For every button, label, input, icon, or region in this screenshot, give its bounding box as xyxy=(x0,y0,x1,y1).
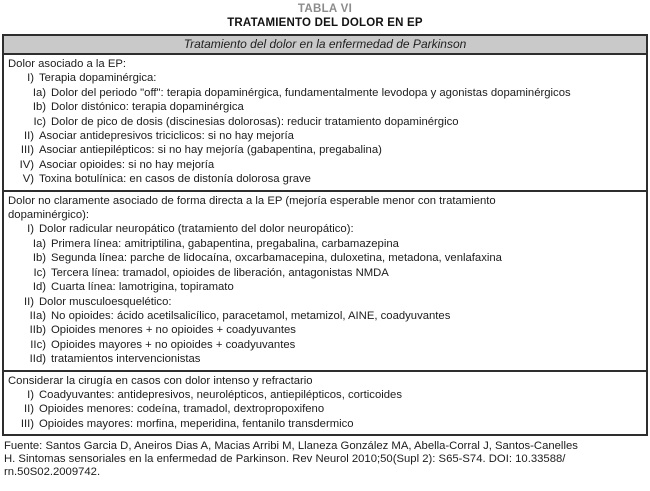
item-text: dopaminérgico): xyxy=(8,209,90,222)
table-number-label: TABLA VI xyxy=(297,3,353,15)
item-numeral: Id) xyxy=(32,281,46,294)
item-numeral: V) xyxy=(22,173,34,186)
table-row xyxy=(8,86,642,100)
table-section xyxy=(4,55,646,192)
item-numeral: I) xyxy=(27,72,34,85)
item-numeral: Ib) xyxy=(32,101,46,114)
table-header: Tratamiento del dolor en la enfermedad de Parkinson xyxy=(4,36,646,55)
item-text: Opioides menores: codeína, tramadol, dextropropoxifeno xyxy=(39,403,325,416)
item-numeral: Ib) xyxy=(32,252,46,265)
treatment-table xyxy=(2,34,648,436)
item-text: Coadyuvantes: antidepresivos, neurolépticos, antiepilépticos, corticoides xyxy=(39,388,402,401)
table-row xyxy=(8,338,642,352)
table-row xyxy=(8,71,642,85)
item-numeral: Ic) xyxy=(33,266,46,279)
table-row xyxy=(8,57,642,71)
item-numeral: Ic) xyxy=(33,115,46,128)
item-text: Terapia dopaminérgica: xyxy=(39,72,157,85)
item-text: Opioides mayores: morfina, meperidina, fentanilo transdermico xyxy=(39,417,354,430)
table-row xyxy=(8,172,642,186)
table-row xyxy=(8,295,642,309)
citation-line: H. Sintomas sensoriales en la enfermedad de Parkinson. Rev Neurol 2010;50(Supl 2): S65-S74. DOI: 10.33588/ xyxy=(4,453,566,466)
table-row xyxy=(8,208,642,222)
item-numeral: Ia) xyxy=(32,237,46,250)
table-row xyxy=(8,402,642,416)
item-text: Considerar la cirugía en casos con dolor intenso y refractario xyxy=(8,374,313,387)
table-row xyxy=(8,194,642,208)
citation-line: rn.50S02.2009742. xyxy=(4,466,101,479)
item-text: Asociar opioides: si no hay mejoría xyxy=(39,158,215,171)
item-numeral: IIa) xyxy=(29,309,46,322)
item-text: Dolor radicular neuropático (tratamiento del dolor neuropático): xyxy=(39,223,354,236)
table-body xyxy=(4,55,646,434)
item-numeral: IId) xyxy=(29,353,46,366)
item-text: Dolor del periodo "off": terapia dopaminérgica, fundamentalmente levodopa y agonistas dopaminérgicos xyxy=(51,86,571,99)
table-row xyxy=(8,374,642,388)
source-citation xyxy=(4,440,646,479)
item-text: Dolor de pico de dosis (discinesias dolorosas): reducir tratamiento dopaminérgico xyxy=(51,115,459,128)
item-numeral: IIc) xyxy=(30,338,46,351)
table-section xyxy=(4,372,646,435)
item-numeral: Ia) xyxy=(32,86,46,99)
table-row xyxy=(8,280,642,294)
table-title: TRATAMIENTO DEL DOLOR EN EP xyxy=(227,17,423,29)
item-text: tratamientos intervencionistas xyxy=(51,353,201,366)
table-section xyxy=(4,192,646,372)
item-text: Tercera línea: tramadol, opioides de liberación, antagonistas NMDA xyxy=(51,266,389,279)
table-row xyxy=(8,100,642,114)
item-numeral: III) xyxy=(20,417,34,430)
item-numeral: I) xyxy=(27,388,34,401)
item-text: Asociar antidepresivos triciclicos: si no hay mejoría xyxy=(39,130,294,143)
item-text: Dolor no claramente asociado de forma directa a la EP (mejoría esperable menor con tratamiento xyxy=(8,194,496,207)
table-caption xyxy=(0,0,650,31)
item-text: Asociar antiepilépticos: si no hay mejoría (gabapentina, pregabalina) xyxy=(39,144,382,157)
item-text: Dolor musculoesquelético: xyxy=(39,295,172,308)
item-numeral: IV) xyxy=(19,158,34,171)
item-text: Dolor asociado a la EP: xyxy=(8,58,127,70)
item-text: Cuarta línea: lamotrigina, topiramato xyxy=(51,281,234,294)
table-row xyxy=(8,352,642,366)
item-text: Opioides menores + no opioides + coadyuvantes xyxy=(51,324,296,337)
table-row xyxy=(8,251,642,265)
item-text: Dolor distónico: terapia dopaminérgica xyxy=(51,101,244,114)
table-row xyxy=(8,143,642,157)
table-row xyxy=(8,388,642,402)
item-text: Opioides mayores + no opioides + coadyuvantes xyxy=(51,338,296,351)
item-numeral: II) xyxy=(23,403,34,416)
table-row xyxy=(8,309,642,323)
table-row xyxy=(8,158,642,172)
table-row xyxy=(8,323,642,337)
item-numeral: II) xyxy=(23,130,34,143)
item-numeral: III) xyxy=(20,144,34,157)
citation-line: Fuente: Santos Garcia D, Aneiros Dias A, Macias Arribi M, Llaneza González MA, Abella-Corral J, Santos-Canelles xyxy=(4,440,578,453)
table-row xyxy=(8,129,642,143)
item-text: Segunda línea: parche de lidocaína, oxcarbamacepina, duloxetina, metadona, venlafaxina xyxy=(51,252,502,265)
table-row xyxy=(8,417,642,431)
item-text: No opioides: ácido acetilsalicílico, paracetamol, metamizol, AINE, coadyuvantes xyxy=(51,309,451,322)
table-row xyxy=(8,237,642,251)
item-text: Toxina botulínica: en casos de distonía dolorosa grave xyxy=(39,173,311,186)
item-text: Primera línea: amitriptilina, gabapentina, pregabalina, carbamazepina xyxy=(51,237,399,250)
table-row xyxy=(8,266,642,280)
item-numeral: IIb) xyxy=(29,324,46,337)
table-row xyxy=(8,115,642,129)
table-row xyxy=(8,222,642,236)
item-numeral: II) xyxy=(23,295,34,308)
item-numeral: I) xyxy=(27,223,34,236)
